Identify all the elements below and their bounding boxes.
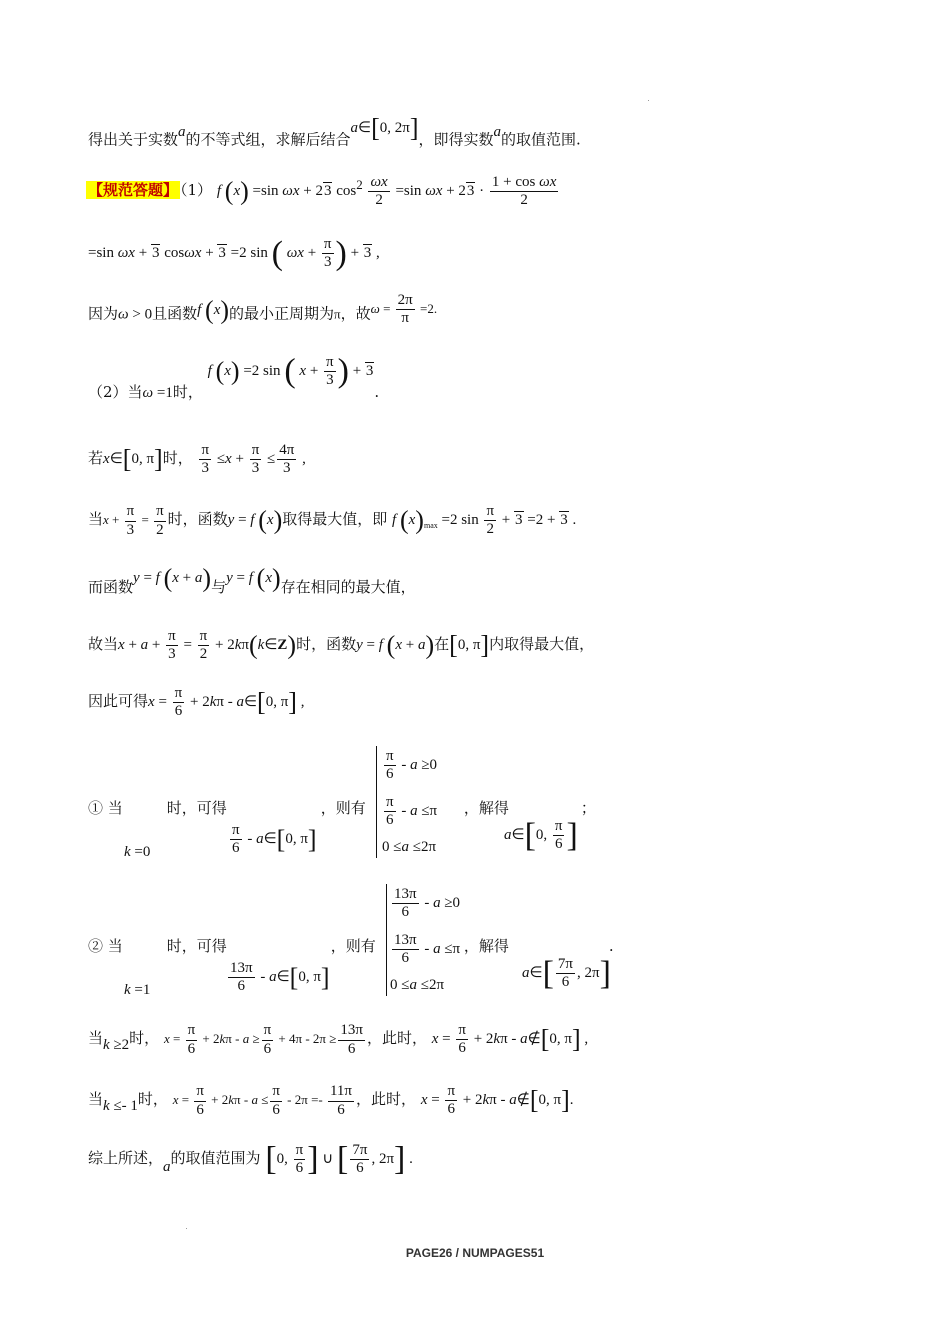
line-8: 而函数y = f (x + a)与y = f (x)存在相同的最大值， bbox=[88, 564, 416, 597]
line-9: 故当x + a + $\frac{\pi}{3}$ = $\frac{\pi}{2}$ + 2kπ(k∈Z)时，函数y = f (x + a)在[0, π]内取得最大值， bbox=[88, 628, 595, 663]
text: ，解得 bbox=[463, 799, 509, 817]
formula-1: f (x) =sin ωx + 23 $\cos^2$ $\frac{\omega x}{2}$ =sin ωx + 23 · $\frac{\text{1 + cos ωx}}{2}$ bbox=[216, 174, 557, 209]
text: 与 bbox=[211, 578, 227, 597]
text: 时，函数 bbox=[296, 635, 357, 654]
line-14: 当k ≤- 1时， x = $\frac{\pi}{6}$ + 2kπ - a ≤ $\frac{\pi}{6}$ - 2π =- $\frac{11\pi}{6}$ ，此时， x = $\frac{\pi}{6}$ + 2kπ - a∉[0, π]. bbox=[88, 1083, 574, 1118]
case-2-row3: 0 ≤a ≤2π bbox=[390, 977, 445, 993]
text: ，即得实数 bbox=[418, 130, 494, 149]
mark bbox=[648, 100, 649, 101]
formula-f: f (x) =2 sin ( x + $\frac{\pi}{3}$ ) + 3 bbox=[207, 352, 374, 390]
text: ② 当 bbox=[88, 937, 123, 955]
text: ，此时， bbox=[366, 1029, 427, 1048]
line-4: 因为ω > 0且函数f (x)的最小正周期为π，故ω = $\frac{2\pi}{\pi}$ =2. bbox=[88, 292, 438, 327]
text: 且函数 bbox=[152, 304, 198, 323]
text: 时， bbox=[172, 383, 203, 402]
case-1-result: a∈[0, $\frac{\pi}{6}$ ] bbox=[504, 816, 578, 854]
text: 时，可得 bbox=[166, 937, 227, 955]
case-1-row1: $\frac{\pi}{6}$ - a ≥0 bbox=[386, 748, 438, 783]
text: ，解得 bbox=[463, 937, 509, 955]
case-1-k: k =0 bbox=[124, 844, 151, 860]
line-13: 当k ≥2时， x = $\frac{\pi}{6}$ + 2kπ - a ≥ $\frac{\pi}{6}$ + 4π - 2π ≥ $\frac{13\pi}{6}$ ，此时， x = $\frac{\pi}{6}$ + 2kπ - a∉[0, π] , bbox=[88, 1022, 589, 1057]
text: 的不等式组，求解后结合 bbox=[185, 130, 351, 149]
text: 故当 bbox=[88, 635, 119, 654]
text: 在 bbox=[434, 635, 450, 654]
line-1 bbox=[88, 114, 581, 154]
text: 的取值范围为 bbox=[170, 1149, 261, 1168]
text: 时，函数 bbox=[167, 510, 228, 529]
case-1-expr: $\frac{\pi}{6}$ - a∈[0, π] bbox=[232, 822, 317, 857]
mark bbox=[186, 1228, 187, 1229]
case-1-row3: 0 ≤a ≤2π bbox=[382, 839, 437, 855]
text: ，故 bbox=[340, 304, 371, 323]
text: 若 bbox=[88, 449, 104, 468]
text: ，则有 bbox=[330, 937, 376, 955]
line-7: 当x + $\frac{\pi}{3}$ = $\frac{\pi}{2}$ 时，函数y = f (x)取得最大值，即 f $(x)_{max} =2$ sin $\frac{\pi}{2}$ + 3 =2 + 3 . bbox=[88, 503, 577, 538]
line-3: =sin ωx + 3 cosωx + 3 =2 sin ( ωx + $\frac{\pi}{3}$ ) + 3 , bbox=[88, 234, 380, 272]
var-a: a bbox=[493, 124, 502, 141]
case-2-system bbox=[386, 884, 387, 996]
case-2-row2: $\frac{13\pi}{6}$ - a ≤π bbox=[394, 932, 461, 967]
text: 时， bbox=[129, 1029, 160, 1048]
text: 时， bbox=[162, 449, 193, 468]
case-2-expr: $\frac{13\pi}{6}$ - a∈[0, π] bbox=[230, 960, 330, 995]
page-footer: PAGE26 / NUMPAGES51 bbox=[405, 1246, 545, 1260]
text: 因此可得 bbox=[88, 692, 149, 711]
case-1-system bbox=[376, 746, 377, 858]
text: 因为 bbox=[88, 304, 119, 323]
interval-0-2pi: a∈[0, 2π] bbox=[350, 114, 419, 143]
line-10: 因此可得x = $\frac{\pi}{6}$ + 2kπ - a∈[0, π] , bbox=[88, 685, 305, 720]
line-6: 若x∈[0, π]时， $\frac{\pi}{3}$ ≤x + $\frac{\pi}{3}$ ≤ $\frac{4\pi}{3}$ , bbox=[88, 442, 306, 477]
case-2: ② 当 时，可得 ，则有 ，解得 . bbox=[88, 937, 614, 955]
text: ，此时， bbox=[356, 1090, 417, 1109]
text: 时，可得 bbox=[166, 799, 227, 817]
text: 时， bbox=[137, 1090, 168, 1109]
case-2-row1: $\frac{13\pi}{6}$ - a ≥0 bbox=[394, 886, 461, 921]
text: 的取值范围. bbox=[501, 130, 581, 149]
case-2-k: k =1 bbox=[124, 982, 151, 998]
text: ① 当 bbox=[88, 799, 123, 817]
text: 当 bbox=[88, 510, 104, 529]
line-15: 综上所述，a的取值范围为 [0, $\frac{\pi}{6}$ ] ∪ [ $\frac{7\pi}{6}$ , 2π] . bbox=[88, 1140, 413, 1178]
text: 取得最大值，即 bbox=[282, 510, 388, 529]
text: 当 bbox=[88, 1090, 104, 1109]
text: 的最小正周期为 bbox=[229, 304, 335, 323]
case-1: ① 当 时，可得 ，则有 ，解得 ； bbox=[88, 799, 596, 817]
text: （1） bbox=[180, 181, 213, 200]
case-1-row2: $\frac{\pi}{6}$ - a ≤π bbox=[386, 794, 438, 829]
var-a: a bbox=[178, 124, 186, 141]
text: 得出关于实数 bbox=[88, 130, 179, 149]
text: 内取得最大值， bbox=[489, 635, 595, 654]
text: 综上所述， bbox=[88, 1149, 164, 1168]
line-2 bbox=[86, 174, 560, 210]
text: 存在相同的最大值， bbox=[280, 578, 416, 597]
text: ，则有 bbox=[320, 799, 366, 817]
text: 当 bbox=[88, 1029, 104, 1048]
answer-tag: 【规范答题】 bbox=[88, 181, 179, 200]
text: 而函数 bbox=[88, 578, 134, 597]
case-2-result: a∈[ $\frac{7\pi}{6}$ , 2π] bbox=[522, 954, 611, 992]
line-5: （2）当ω =1时， f (x) =2 sin ( x + $\frac{\pi}{3}$ ) + 3. bbox=[88, 352, 380, 402]
text: （2）当 bbox=[88, 383, 143, 402]
